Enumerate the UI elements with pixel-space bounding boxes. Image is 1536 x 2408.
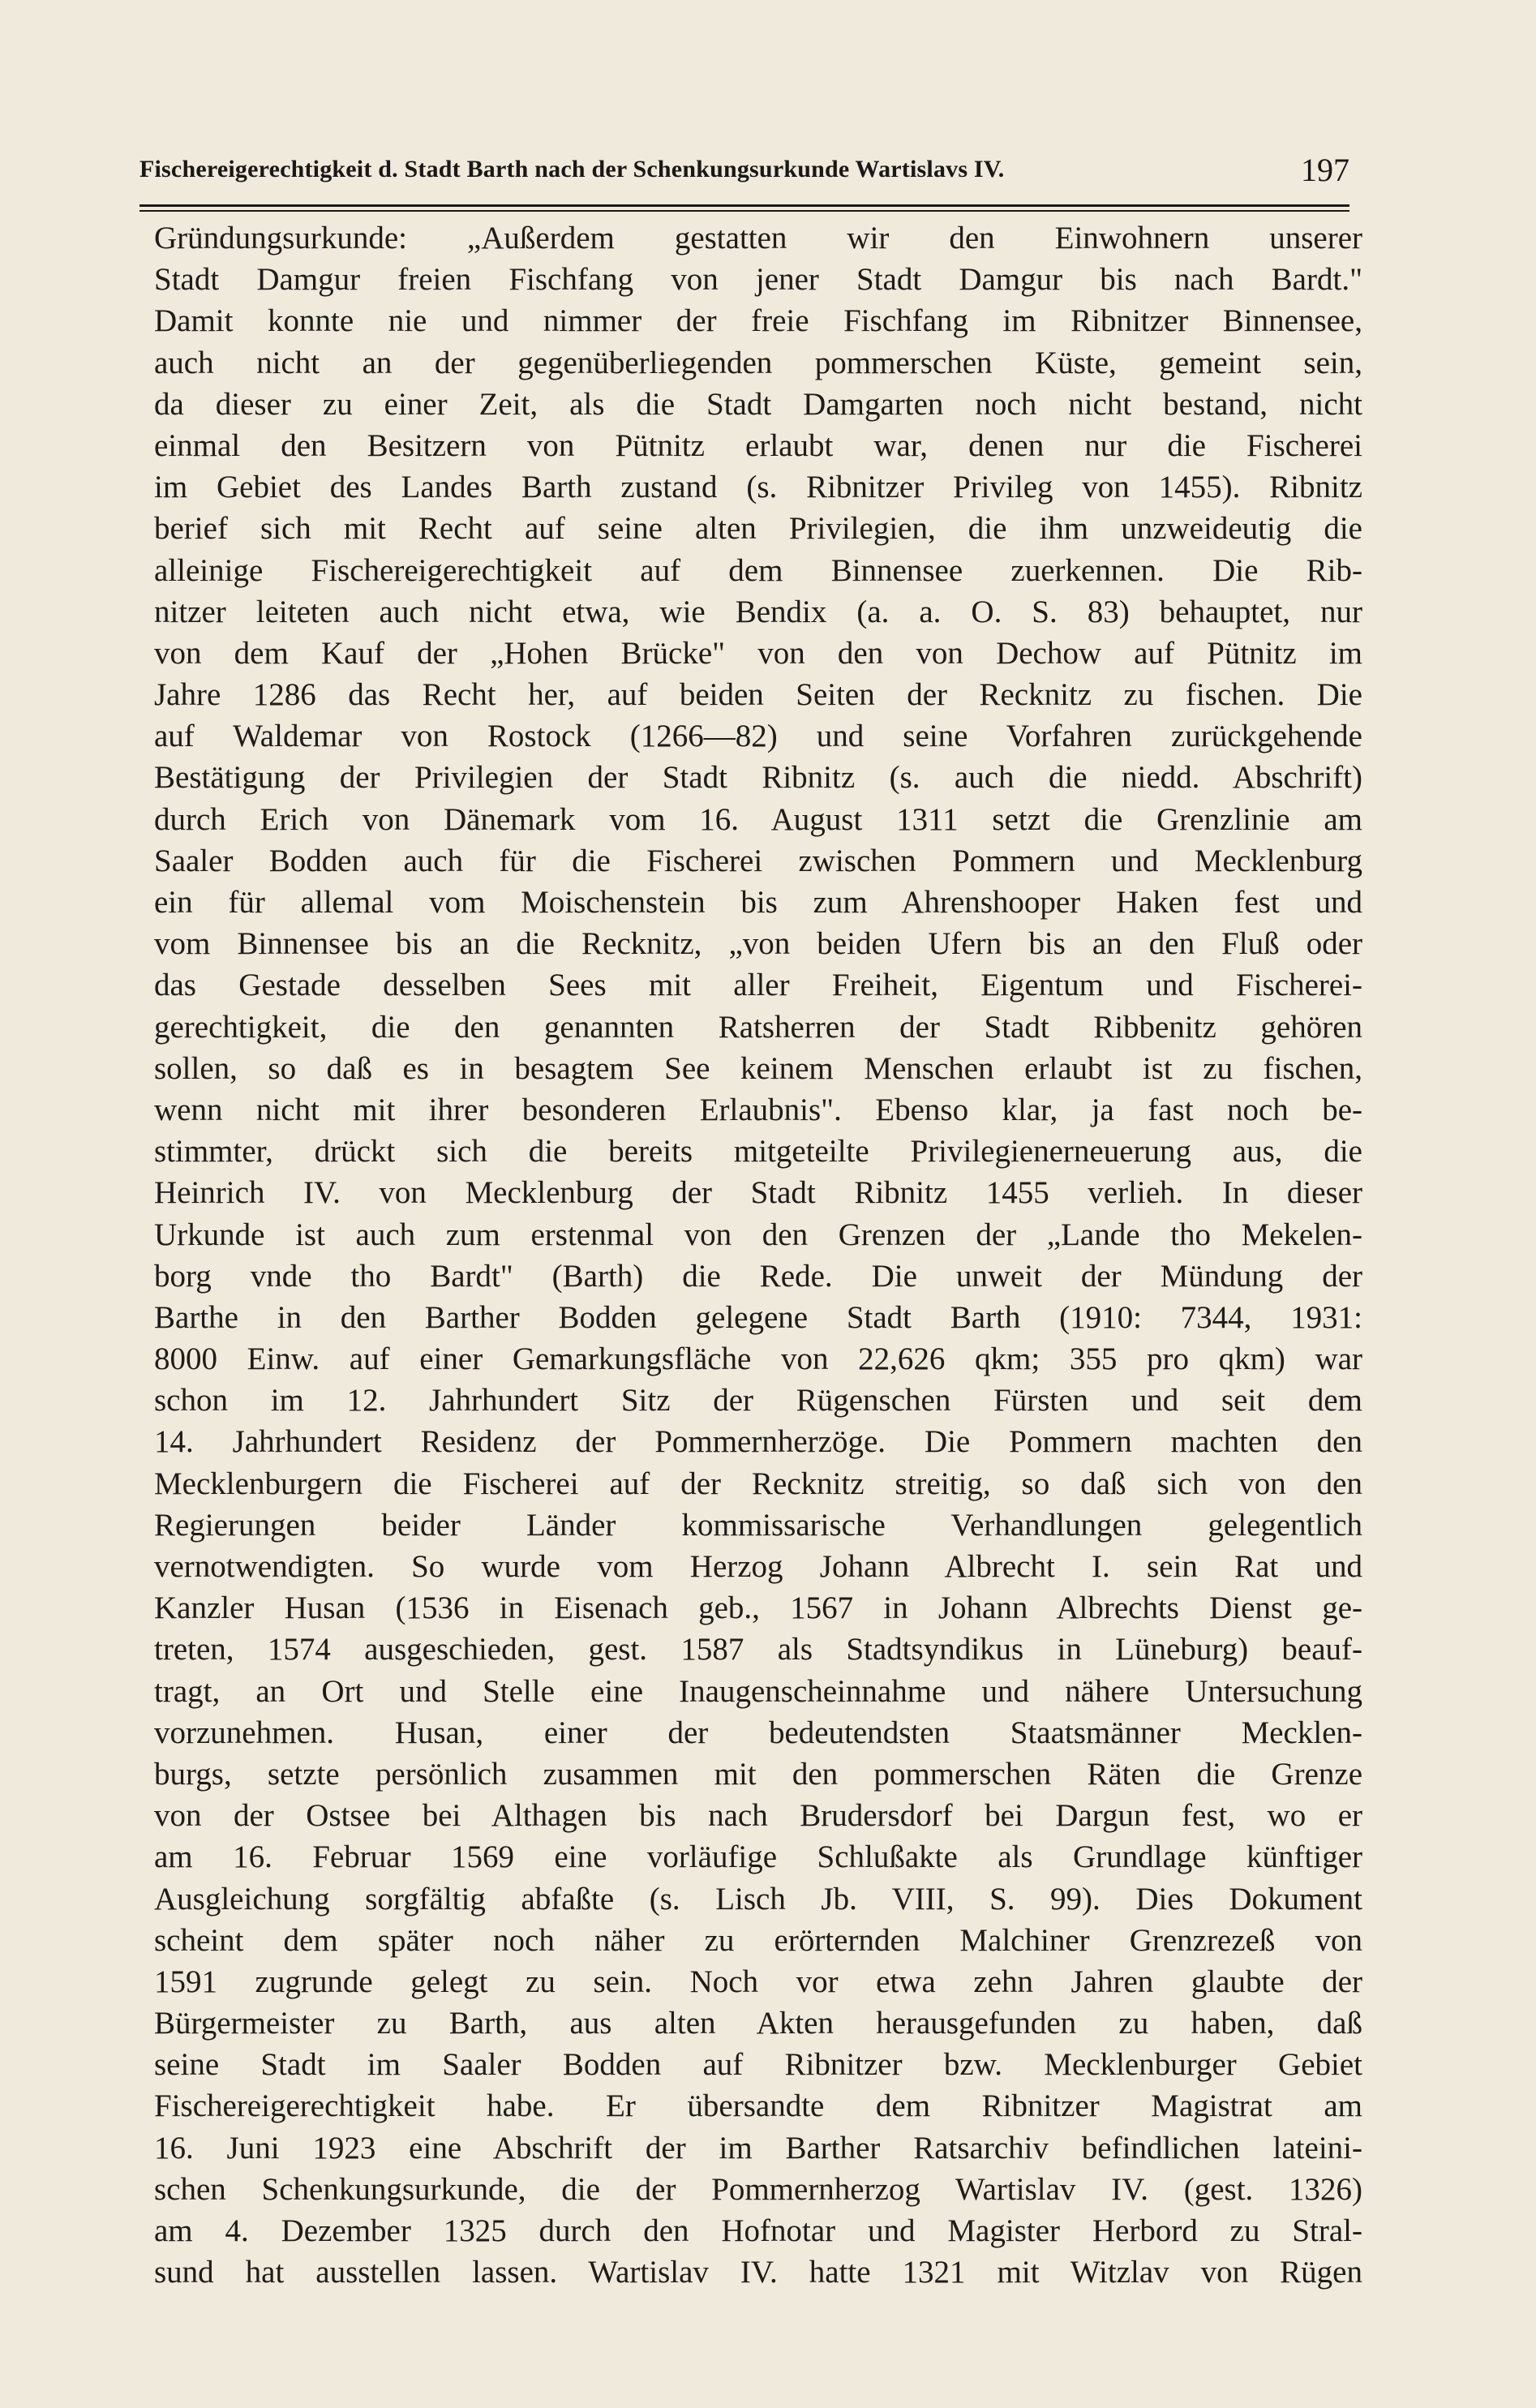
text-line: wenn nicht mit ihrer besonderen Erlaubnis". Ebenso klar, ja fast noch be- — [154, 1092, 1362, 1127]
text-line: am 16. Februar 1569 eine vorläufige Schlußakte als Grundlage künftiger — [154, 1839, 1362, 1875]
text-line: Urkunde ist auch zum erstenmal von den Grenzen der „Lande tho Mekelen- — [154, 1217, 1362, 1252]
text-line: seine Stadt im Saaler Bodden auf Ribnitzer bzw. Mecklenburger Gebiet — [154, 2047, 1362, 2083]
text-line: durch Erich von Dänemark vom 16. August 1311 setzt die Grenzlinie am — [154, 801, 1362, 837]
text-line: nitzer leiteten auch nicht etwa, wie Bendix (a. a. O. S. 83) behauptet, nur — [154, 594, 1362, 629]
text-line: scheint dem später noch näher zu erörternden Malchiner Grenzrezeß von — [154, 1922, 1362, 1958]
text-line: sund hat ausstellen lassen. Wartislav IV. hatte 1321 mit Witzlav von Rügen — [154, 2255, 1362, 2290]
text-line: gerechtigkeit, die den genannten Ratsherren der Stadt Ribbenitz gehören — [154, 1009, 1362, 1045]
text-line: von dem Kauf der „Hohen Brücke" von den von Dechow auf Pütnitz im — [154, 635, 1362, 671]
header-rule-lower — [139, 210, 1349, 212]
text-line: 14. Jahrhundert Residenz der Pommernherzöge. Die Pommern machten den — [154, 1424, 1362, 1460]
text-line: einmal den Besitzern von Pütnitz erlaubt war, denen nur die Fischerei — [154, 427, 1362, 463]
header-rule-upper — [139, 204, 1349, 207]
text-line: sollen, so daß es in besagtem See keinem Menschen erlaubt ist zu fischen, — [154, 1050, 1362, 1086]
body-text — [154, 217, 1362, 2293]
text-line: schon im 12. Jahrhundert Sitz der Rügenschen Fürsten und seit dem — [154, 1383, 1362, 1419]
text-line: burgs, setzte persönlich zusammen mit den pommerschen Räten die Grenze — [154, 1756, 1362, 1792]
text-line: stimmter, drückt sich die bereits mitgeteilte Privilegienerneuerung aus, die — [154, 1134, 1362, 1170]
text-line: vernotwendigten. So wurde vom Herzog Johann Albrecht I. sein Rat und — [154, 1549, 1362, 1584]
text-line: Gründungsurkunde: „Außerdem gestatten wir den Einwohnern unserer — [154, 221, 1362, 255]
text-line: Fischereigerechtigkeit habe. Er übersandte dem Ribnitzer Magistrat am — [154, 2088, 1362, 2124]
text-line: ein für allemal vom Moischenstein bis zum Ahrenshooper Haken fest und — [154, 885, 1362, 920]
text-line: berief sich mit Recht auf seine alten Privilegien, die ihm unzweideutig die — [154, 511, 1362, 547]
text-line: 16. Juni 1923 eine Abschrift der im Barther Ratsarchiv befindlichen lateini- — [154, 2130, 1362, 2165]
text-line: am 4. Dezember 1325 durch den Hofnotar und Magister Herbord zu Stral- — [154, 2213, 1362, 2248]
text-line: schen Schenkungsurkunde, die der Pommernherzog Wartislav IV. (gest. 1326) — [154, 2171, 1362, 2207]
text-line: Jahre 1286 das Recht her, auf beiden Seiten der Recknitz zu fischen. Die — [154, 677, 1362, 713]
text-line: borg vnde tho Bardt" (Barth) die Rede. Die unweit der Mündung der — [154, 1258, 1362, 1294]
text-line: Regierungen beider Länder kommissarische Verhandlungen gelegentlich — [154, 1507, 1362, 1543]
text-line: alleinige Fischereigerechtigkeit auf dem Binnensee zuerkennen. Die Rib- — [154, 552, 1362, 588]
text-line: das Gestade desselben Sees mit aller Freiheit, Eigentum und Fischerei- — [154, 968, 1362, 1003]
text-line: Damit konnte nie und nimmer der freie Fischfang im Ribnitzer Binnensee, — [154, 303, 1362, 339]
text-line: im Gebiet des Landes Barth zustand (s. Ribnitzer Privileg von 1455). Ribnitz — [154, 470, 1362, 505]
text-line: vorzunehmen. Husan, einer der bedeutendsten Staatsmänner Mecklen- — [154, 1715, 1362, 1750]
text-line: auf Waldemar von Rostock (1266—82) und seine Vorfahren zurückgehende — [154, 719, 1362, 754]
text-line: Heinrich IV. von Mecklenburg der Stadt Ribnitz 1455 verlieh. In dieser — [154, 1175, 1362, 1211]
text-line: da dieser zu einer Zeit, als die Stadt Damgarten noch nicht bestand, nicht — [154, 386, 1362, 422]
text-line: Barthe in den Barther Bodden gelegene Stadt Barth (1910: 7344, 1931: — [154, 1299, 1362, 1335]
text-line: treten, 1574 ausgeschieden, gest. 1587 als Stadtsyndikus in Lüneburg) beauf- — [154, 1632, 1362, 1668]
text-line: auch nicht an der gegenüberliegenden pommerschen Küste, gemeint sein, — [154, 345, 1362, 380]
text-line: tragt, an Ort und Stelle eine Inaugenscheinnahme und nähere Untersuchung — [154, 1673, 1362, 1709]
text-line: 1591 zugrunde gelegt zu sein. Noch vor etwa zehn Jahren glaubte der — [154, 1964, 1362, 1999]
text-line: Bürgermeister zu Barth, aus alten Akten herausgefunden zu haben, daß — [154, 2006, 1362, 2041]
text-line: von der Ostsee bei Althagen bis nach Brudersdorf bei Dargun fest, wo er — [154, 1798, 1362, 1834]
text-line: Kanzler Husan (1536 in Eisenach geb., 1567 in Johann Albrechts Dienst ge- — [154, 1590, 1362, 1626]
text-line: Mecklenburgern die Fischerei auf der Recknitz streitig, so daß sich von den — [154, 1466, 1362, 1501]
text-line: Ausgleichung sorgfältig abfaßte (s. Lisch Jb. VIII, S. 99). Dies Dokument — [154, 1881, 1362, 1917]
text-line: Saaler Bodden auch für die Fischerei zwischen Pommern und Mecklenburg — [154, 843, 1362, 878]
page-number: 197 — [1301, 152, 1349, 188]
page-header — [139, 151, 1349, 200]
text-line: 8000 Einw. auf einer Gemarkungsfläche von 22,626 qkm; 355 pro qkm) war — [154, 1341, 1362, 1377]
running-head: Fischereigerechtigkeit d. Stadt Barth nach der Schenkungsurkunde Wartislavs IV. — [139, 156, 1005, 182]
text-line: vom Binnensee bis an die Recknitz, „von beiden Ufern bis an den Fluß oder — [154, 926, 1362, 962]
text-line: Bestätigung der Privilegien der Stadt Ribnitz (s. auch die niedd. Abschrift) — [154, 760, 1362, 796]
text-line: Stadt Damgur freien Fischfang von jener Stadt Damgur bis nach Bardt." — [154, 262, 1362, 298]
